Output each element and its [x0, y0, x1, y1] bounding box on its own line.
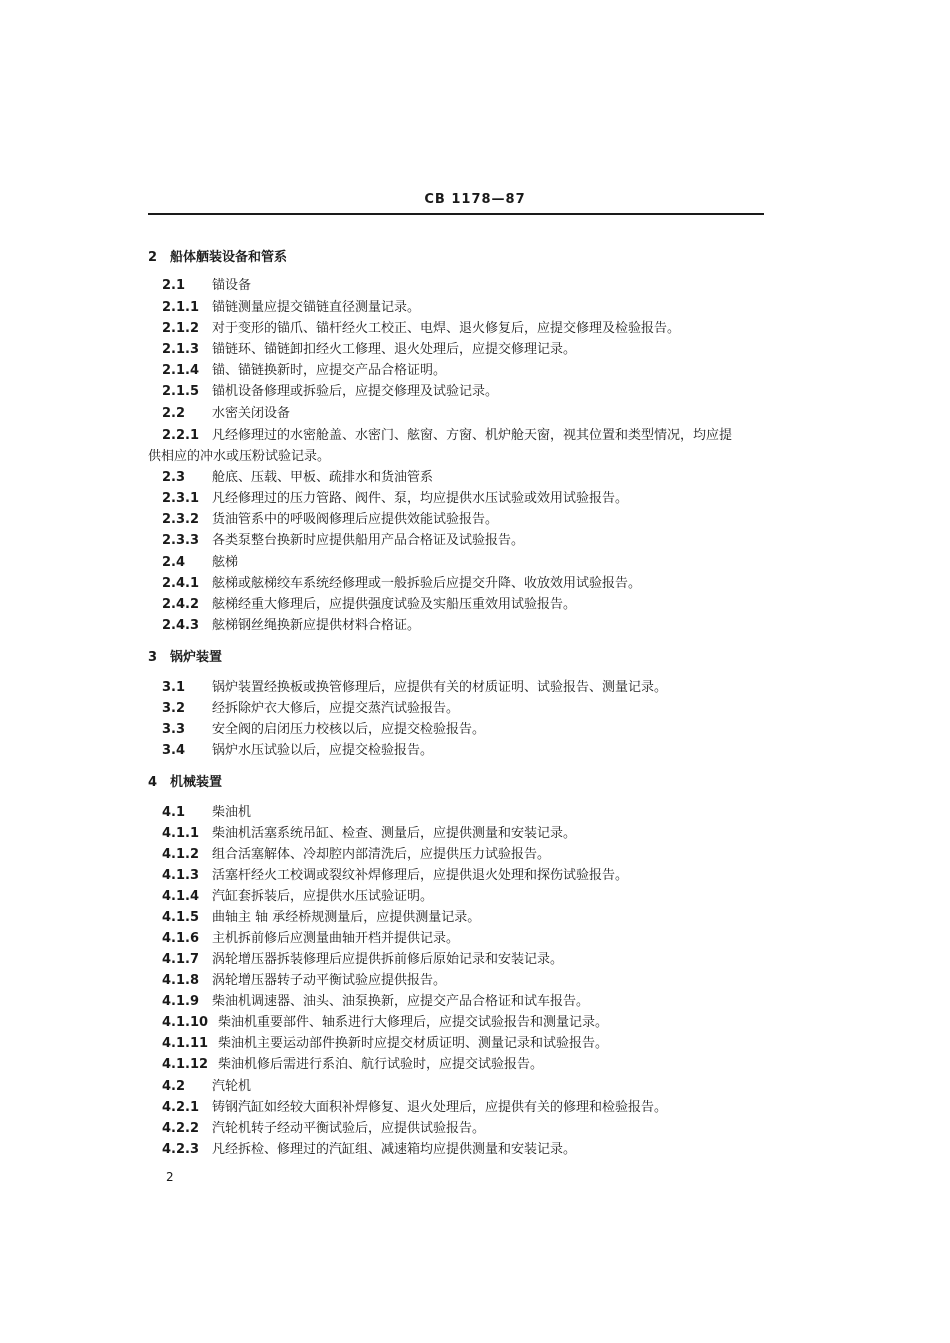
clause-number: 2.1.3 — [162, 342, 200, 357]
clause-number: 3.2 — [162, 701, 186, 716]
clause-text: 柴油机 — [212, 805, 252, 820]
clause-number: 4.1.5 — [162, 910, 200, 925]
header-rule — [148, 213, 764, 215]
clause-number: 4.1.10 — [162, 1015, 209, 1030]
subsection-line — [162, 701, 459, 717]
clause-line — [162, 910, 480, 926]
clause-line — [162, 994, 589, 1010]
clause-number: 4.1 — [162, 805, 186, 820]
clause-text: 锚链环、锚链卸扣经火工修理、退火处理后，应提交修理记录。 — [212, 342, 577, 357]
clause-line — [162, 512, 498, 528]
clause-number: 4.2.3 — [162, 1142, 200, 1157]
clause-line — [162, 1121, 485, 1137]
clause-text: 锅炉装置经换板或换管修理后，应提供有关的材质证明、试验报告、测量记录。 — [212, 680, 668, 695]
clause-line — [162, 973, 446, 989]
clause-number: 3.3 — [162, 722, 186, 737]
clause-text: 舷梯经重大修理后，应提供强度试验及实船压重效用试验报告。 — [212, 597, 577, 612]
subsection-line — [162, 743, 433, 759]
clause-number: 2.4.3 — [162, 618, 200, 633]
clause-number: 2.4.2 — [162, 597, 200, 612]
clause-text: 锅炉水压试验以后，应提交检验报告。 — [212, 743, 434, 758]
clause-text: 汽轮机 — [212, 1079, 252, 1094]
clause-number: 4 — [148, 775, 158, 790]
clause-line — [148, 449, 330, 465]
clause-text: 舷梯钢丝绳换新应提供材料合格证。 — [212, 618, 421, 633]
clause-text: 货油管系中的呼吸阀修理后应提供效能试验报告。 — [212, 512, 499, 527]
clause-text: 锚链测量应提交锚链直径测量记录。 — [212, 300, 421, 315]
clause-line — [162, 428, 732, 444]
clause-number: 2.3.3 — [162, 533, 200, 548]
subsection-line — [162, 722, 485, 738]
clause-text: 涡轮增压器拆装修理后应提供拆前修后原始记录和安装记录。 — [212, 952, 564, 967]
clause-number: 3.4 — [162, 743, 186, 758]
section-heading — [148, 250, 287, 266]
clause-line — [162, 597, 576, 613]
clause-line — [162, 384, 498, 400]
clause-number: 2.3.2 — [162, 512, 200, 527]
clause-number: 2 — [148, 250, 158, 265]
clause-text: 汽缸套拆装后，应提供水压试验证明。 — [212, 889, 434, 904]
clause-text: 柴油机活塞系统吊缸、检查、测量后，应提供测量和安装记录。 — [212, 826, 577, 841]
clause-number: 4.1.1 — [162, 826, 200, 841]
clause-text: 柴油机主要运动部件换新时应提交材质证明、测量记录和试验报告。 — [218, 1036, 609, 1051]
clause-line — [162, 889, 433, 905]
clause-number: 4.2 — [162, 1079, 186, 1094]
clause-line — [162, 491, 628, 507]
clause-text: 锚机设备修理或拆验后，应提交修理及试验记录。 — [212, 384, 499, 399]
clause-text: 凡经拆检、修理过的汽缸组、减速箱均应提供测量和安装记录。 — [212, 1142, 577, 1157]
clause-line — [162, 868, 628, 884]
clause-line — [162, 1100, 667, 1116]
standard-code-header: CB 1178—87 — [424, 192, 526, 207]
clause-text: 凡经修理过的压力管路、阀件、泵，均应提供水压试验或效用试验报告。 — [212, 491, 629, 506]
clause-number: 2.3 — [162, 470, 186, 485]
clause-number: 2.3.1 — [162, 491, 200, 506]
clause-number: 4.1.3 — [162, 868, 200, 883]
clause-text: 舱底、压载、甲板、疏排水和货油管系 — [212, 470, 434, 485]
clause-line — [162, 618, 420, 634]
clause-number: 2.4 — [162, 555, 186, 570]
clause-line — [162, 952, 563, 968]
subsection-line — [162, 680, 667, 696]
clause-number: 4.1.4 — [162, 889, 200, 904]
clause-number: 4.1.6 — [162, 931, 200, 946]
clause-number: 2.2.1 — [162, 428, 200, 443]
clause-line — [162, 931, 459, 947]
clause-text: 水密关闭设备 — [212, 406, 291, 421]
clause-text: 组合活塞解体、冷却腔内部清洗后，应提供压力试验报告。 — [212, 847, 551, 862]
clause-text: 供相应的冲水或压粉试验记录。 — [148, 449, 331, 464]
clause-text: 活塞杆经火工校调或裂纹补焊修理后，应提供退火处理和探伤试验报告。 — [212, 868, 629, 883]
clause-text: 铸钢汽缸如经较大面积补焊修复、退火处理后，应提供有关的修理和检验报告。 — [212, 1100, 668, 1115]
clause-number: 3 — [148, 650, 158, 665]
clause-line — [162, 1057, 543, 1073]
clause-text: 涡轮增压器转子动平衡试验应提供报告。 — [212, 973, 447, 988]
clause-number: 4.2.1 — [162, 1100, 200, 1115]
clause-text: 机械装置 — [170, 775, 223, 790]
clause-line — [162, 576, 641, 592]
clause-number: 2.2 — [162, 406, 186, 421]
clause-text: 经拆除炉衣大修后，应提交蒸汽试验报告。 — [212, 701, 460, 716]
clause-line — [162, 363, 446, 379]
clause-number: 4.1.7 — [162, 952, 200, 967]
clause-line — [162, 321, 680, 337]
clause-text: 舷梯 — [212, 555, 239, 570]
subsection-line — [162, 1079, 251, 1095]
clause-number: 4.1.11 — [162, 1036, 209, 1051]
clause-text: 各类泵整台换新时应提供船用产品合格证及试验报告。 — [212, 533, 525, 548]
clause-number: 2.1.2 — [162, 321, 200, 336]
page-number: 2 — [166, 1170, 174, 1184]
clause-text: 汽轮机转子经动平衡试验后，应提供试验报告。 — [212, 1121, 486, 1136]
section-heading — [148, 775, 222, 791]
clause-number: 2.1.1 — [162, 300, 200, 315]
clause-text: 锅炉装置 — [170, 650, 223, 665]
clause-text: 曲轴主 轴 承经桥规测量后，应提供测量记录。 — [212, 910, 481, 925]
clause-text: 柴油机调速器、油头、油泵换新，应提交产品合格证和试车报告。 — [212, 994, 590, 1009]
clause-number: 4.1.2 — [162, 847, 200, 862]
clause-text: 安全阀的启闭压力校核以后，应提交检验报告。 — [212, 722, 486, 737]
clause-line — [162, 1142, 576, 1158]
clause-number: 2.1 — [162, 278, 186, 293]
clause-number: 4.1.9 — [162, 994, 200, 1009]
subsection-line — [162, 278, 251, 294]
clause-text: 对于变形的锚爪、锚杆经火工校正、电焊、退火修复后，应提交修理及检验报告。 — [212, 321, 681, 336]
clause-text: 锚设备 — [212, 278, 252, 293]
clause-text: 船体舾装设备和管系 — [170, 250, 288, 265]
clause-number: 2.1.4 — [162, 363, 200, 378]
section-heading — [148, 650, 222, 666]
clause-line — [162, 826, 576, 842]
clause-number: 4.2.2 — [162, 1121, 200, 1136]
clause-text: 凡经修理过的水密舱盖、水密门、舷窗、方窗、机炉舱天窗，视其位置和类型情况，均应提 — [212, 428, 733, 443]
clause-text: 舷梯或舷梯绞车系统经修理或一般拆验后应提交升降、收放效用试验报告。 — [212, 576, 642, 591]
clause-line — [162, 847, 550, 863]
clause-line — [162, 342, 576, 358]
clause-number: 4.1.12 — [162, 1057, 209, 1072]
clause-line — [162, 1036, 608, 1052]
subsection-line — [162, 555, 238, 571]
clause-text: 主机拆前修后应测量曲轴开档并提供记录。 — [212, 931, 460, 946]
clause-number: 2.1.5 — [162, 384, 200, 399]
clause-line — [162, 300, 420, 316]
clause-line — [162, 1015, 608, 1031]
clause-text: 柴油机修后需进行系泊、航行试验时，应提交试验报告。 — [218, 1057, 544, 1072]
subsection-line — [162, 805, 251, 821]
clause-text: 柴油机重要部件、轴系进行大修理后，应提交试验报告和测量记录。 — [218, 1015, 609, 1030]
subsection-line — [162, 406, 290, 422]
clause-number: 4.1.8 — [162, 973, 200, 988]
clause-text: 锚、锚链换新时，应提交产品合格证明。 — [212, 363, 447, 378]
clause-line — [162, 533, 524, 549]
subsection-line — [162, 470, 433, 486]
clause-number: 3.1 — [162, 680, 186, 695]
clause-number: 2.4.1 — [162, 576, 200, 591]
